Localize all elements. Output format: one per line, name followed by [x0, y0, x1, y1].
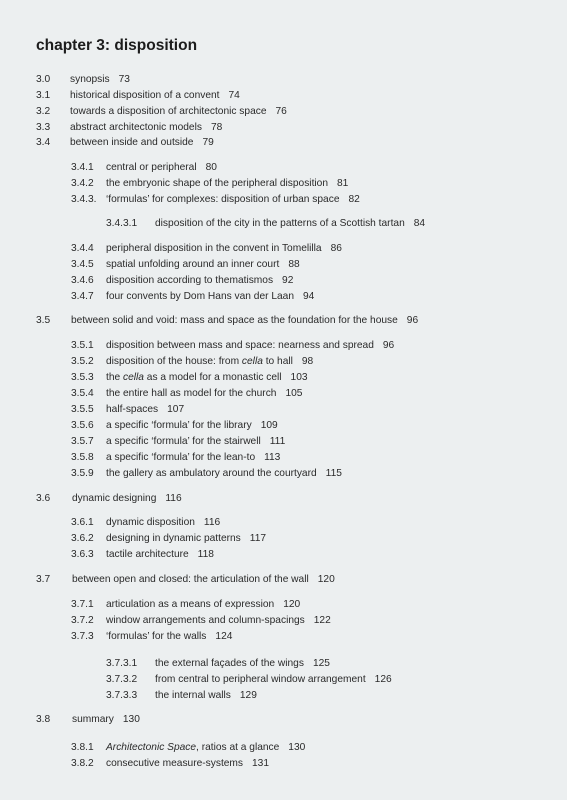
toc-entry-title: window arrangements and column-spacings	[106, 615, 305, 626]
toc-entry-text	[106, 387, 302, 400]
toc-entry-page-number: 84	[413, 218, 426, 229]
toc-entry-text	[106, 516, 220, 529]
toc-entry-italic-text: cella	[123, 372, 144, 383]
toc-entry-number: 3.5.3	[71, 372, 94, 383]
toc-entry-title: , ratios at a glance	[196, 742, 280, 753]
toc-entry-number: 3.5.9	[71, 468, 94, 479]
toc-entry-page-number: 116	[165, 493, 182, 504]
toc-entry-number: 3.4.3.1	[106, 218, 138, 229]
toc-entry-text	[106, 290, 314, 303]
toc-entry-number: 3.7.3	[71, 631, 94, 642]
toc-entry-page-number: 120	[317, 574, 335, 585]
toc-entry-page-number: 117	[249, 533, 267, 544]
toc-entry-number: 3.4	[36, 137, 51, 148]
toc-entry-number: 3.8.1	[71, 742, 94, 753]
toc-entry-text	[106, 598, 300, 611]
toc-entry-text	[106, 435, 285, 448]
toc-entry-page-number: 116	[203, 517, 221, 528]
toc-entry-title: spatial unfolding around an inner court	[106, 259, 280, 270]
toc-entry-page-number: 92	[282, 275, 294, 286]
toc-entry-text	[106, 548, 214, 561]
toc-entry-number: 3.8	[36, 714, 51, 725]
toc-entry-page-number: 103	[290, 372, 308, 383]
toc-entry-text	[72, 573, 335, 586]
toc-entry-page-number: 126	[374, 674, 392, 685]
toc-entry-number: 3.8.2	[71, 758, 94, 769]
toc-entry-number: 3.4.1	[71, 162, 94, 173]
toc-entry-text	[155, 673, 392, 686]
toc-entry-title: the entire hall as model for the church	[106, 388, 277, 399]
toc-entry-title: ‘formulas’ for complexes: disposition of urban space	[106, 194, 340, 205]
toc-entry-page-number: 74	[228, 90, 240, 101]
toc-entry-number: 3.6.3	[71, 549, 94, 560]
toc-entry-title: a specific ‘formula’ for the stairwell	[106, 436, 261, 447]
toc-entry-text	[106, 403, 184, 416]
toc-entry-text	[106, 630, 232, 643]
toc-entry-number: 3.4.3.	[71, 194, 97, 205]
toc-entry-number: 3.5.1	[71, 340, 94, 351]
toc-entry-text	[106, 274, 293, 287]
toc-entry-number: 3.7.3.1	[106, 658, 138, 669]
toc-entry-title: between inside and outside	[70, 137, 194, 148]
toc-entry-page-number: 94	[303, 291, 315, 302]
toc-entry-title: tactile architecture	[106, 549, 189, 560]
toc-entry-text	[106, 161, 217, 174]
toc-entry-number: 3.4.7	[71, 291, 94, 302]
toc-entry-title: historical disposition of a convent	[70, 90, 220, 101]
toc-entry-title: disposition between mass and space: nearness and spread	[106, 340, 374, 351]
toc-entry-title: the gallery as ambulatory around the courtyard	[106, 468, 317, 479]
toc-entry-number: 3.5.6	[71, 420, 94, 431]
toc-entry-italic-text: Architectonic Space	[106, 742, 197, 753]
toc-entry-page-number: 109	[260, 420, 278, 431]
toc-entry-page-number: 82	[348, 194, 360, 205]
toc-entry-page-number: 88	[288, 259, 300, 270]
toc-entry-page-number: 115	[325, 468, 342, 479]
toc-entry-text	[106, 355, 313, 368]
toc-entry-title: articulation as a means of expression	[106, 599, 275, 610]
toc-entry-page-number: 129	[239, 690, 257, 701]
toc-entry-number: 3.7.1	[71, 599, 94, 610]
toc-entry-text	[71, 314, 418, 327]
toc-entry-page-number: 118	[197, 549, 214, 560]
toc-entry-title: to hall	[262, 356, 293, 367]
toc-entry-page-number: 124	[215, 631, 233, 642]
toc-entry-text	[106, 741, 305, 754]
toc-entry-text	[106, 419, 278, 432]
toc-entry-text	[106, 757, 269, 770]
toc-entry-title: towards a disposition of architectonic space	[70, 106, 267, 117]
toc-entry-title: the internal walls	[155, 690, 231, 701]
toc-entry-page-number: 86	[330, 243, 342, 254]
toc-entry-title: as a model for a monastic cell	[143, 372, 282, 383]
toc-entry-page-number: 130	[288, 742, 306, 753]
toc-entry-text	[106, 371, 308, 384]
toc-entry-title: a specific ‘formula’ for the lean-to	[106, 452, 256, 463]
toc-entry-title: abstract architectonic models	[70, 122, 202, 133]
toc-entry-text	[106, 258, 300, 271]
toc-entry-title: four convents by Dom Hans van der Laan	[106, 291, 295, 302]
toc-entry-text	[155, 217, 425, 230]
toc-entry-title: the external façades of the wings	[155, 658, 304, 669]
toc-entry-number: 3.2	[36, 106, 51, 117]
toc-entry-text	[72, 713, 140, 726]
toc-entry-number: 3.6.1	[71, 517, 94, 528]
toc-entry-number: 3.5	[36, 315, 51, 326]
toc-entry-number: 3.7.2	[71, 615, 94, 626]
toc-entry-italic-text: cella	[241, 356, 263, 367]
toc-entry-text	[106, 242, 342, 255]
toc-entry-page-number: 130	[122, 714, 140, 725]
toc-entry-title: designing in dynamic patterns	[106, 533, 241, 544]
toc-entry-page-number: 76	[275, 106, 287, 117]
toc-entry-number: 3.5.2	[71, 356, 94, 367]
toc-entry-text	[106, 193, 360, 206]
toc-entry-page-number: 113	[264, 452, 281, 463]
toc-entry-title: a specific ‘formula’ for the library	[106, 420, 252, 431]
toc-entry-title: ‘formulas’ for the walls	[106, 631, 207, 642]
toc-entry-text	[106, 339, 394, 352]
toc-entry-number: 3.1	[36, 90, 51, 101]
toc-entry-page-number: 81	[337, 178, 349, 189]
toc-entry-text	[70, 136, 214, 149]
toc-entry-title: between open and closed: the articulation of the wall	[72, 574, 309, 585]
toc-entry-title: dynamic designing	[72, 493, 157, 504]
toc-entry-number: 3.6.2	[71, 533, 94, 544]
toc-entry-number: 3.3	[36, 122, 51, 133]
toc-entry-title: synopsis	[70, 74, 110, 85]
toc-entry-page-number: 120	[283, 599, 301, 610]
toc-entry-number: 3.4.6	[71, 275, 94, 286]
toc-entry-title: dynamic disposition	[106, 517, 195, 528]
toc-entry-title: disposition of the city in the patterns of a Scottish tartan	[155, 218, 405, 229]
toc-entry-page-number: 107	[167, 404, 185, 415]
toc-entry-number: 3.5.8	[71, 452, 94, 463]
toc-entry-page-number: 131	[252, 758, 270, 769]
toc-entry-text	[106, 451, 280, 464]
toc-entry-page-number: 125	[312, 658, 330, 669]
toc-entry-title: peripheral disposition in the convent in Tomelilla	[106, 243, 322, 254]
toc-entry-text	[70, 73, 130, 86]
toc-entry-text	[70, 105, 287, 118]
toc-entry-number: 3.5.4	[71, 388, 94, 399]
toc-entry-text	[70, 89, 240, 102]
toc-entry-title: half-spaces	[106, 404, 159, 415]
toc-entry-text	[155, 689, 257, 702]
toc-entry-text	[70, 121, 222, 134]
toc-entry-number: 3.0	[36, 74, 51, 85]
toc-entry-number: 3.7	[36, 574, 51, 585]
toc-entry-page-number: 96	[382, 340, 395, 351]
toc-entry-title: disposition according to thematismos	[106, 275, 274, 286]
toc-entry-page-number: 73	[118, 74, 130, 85]
toc-entry-page-number: 105	[285, 388, 303, 399]
toc-entry-title: central or peripheral	[106, 162, 197, 173]
toc-entry-title: between solid and void: mass and space as the foundation for the house	[71, 315, 398, 326]
toc-entry-number: 3.7.3.3	[106, 690, 138, 701]
toc-entry-text	[106, 177, 348, 190]
toc-entry-page-number: 96	[406, 315, 419, 326]
toc-entry-number: 3.5.5	[71, 404, 94, 415]
toc-entry-text	[106, 614, 331, 627]
toc-entry-page-number: 78	[210, 122, 223, 133]
toc-entry-number: 3.7.3.2	[106, 674, 138, 685]
toc-entry-number: 3.4.2	[71, 178, 94, 189]
toc-entry-page-number: 79	[202, 137, 214, 148]
toc-entry-page-number: 111	[269, 436, 286, 447]
toc-entry-title: disposition of the house: from	[106, 356, 242, 367]
toc-entry-title: the embryonic shape of the peripheral disposition	[106, 178, 328, 189]
toc-entry-title: from central to peripheral window arrangement	[155, 674, 366, 685]
toc-entry-page-number: 122	[313, 615, 331, 626]
toc-entry-title: summary	[72, 714, 114, 725]
chapter-title: chapter 3: disposition	[36, 37, 198, 54]
toc-entry-number: 3.5.7	[71, 436, 94, 447]
toc-entry-text	[155, 657, 330, 670]
toc-entry-title: the	[106, 372, 123, 383]
toc-entry-title: consecutive measure-systems	[106, 758, 244, 769]
toc-entry-page-number: 80	[205, 162, 217, 173]
toc-entry-text	[106, 467, 342, 480]
toc-entry-number: 3.4.4	[71, 243, 94, 254]
toc-entry-text	[106, 532, 266, 545]
toc-entry-text	[72, 492, 182, 505]
toc-entry-number: 3.4.5	[71, 259, 94, 270]
toc-entry-number: 3.6	[36, 493, 51, 504]
toc-entry-page-number: 98	[301, 356, 314, 367]
